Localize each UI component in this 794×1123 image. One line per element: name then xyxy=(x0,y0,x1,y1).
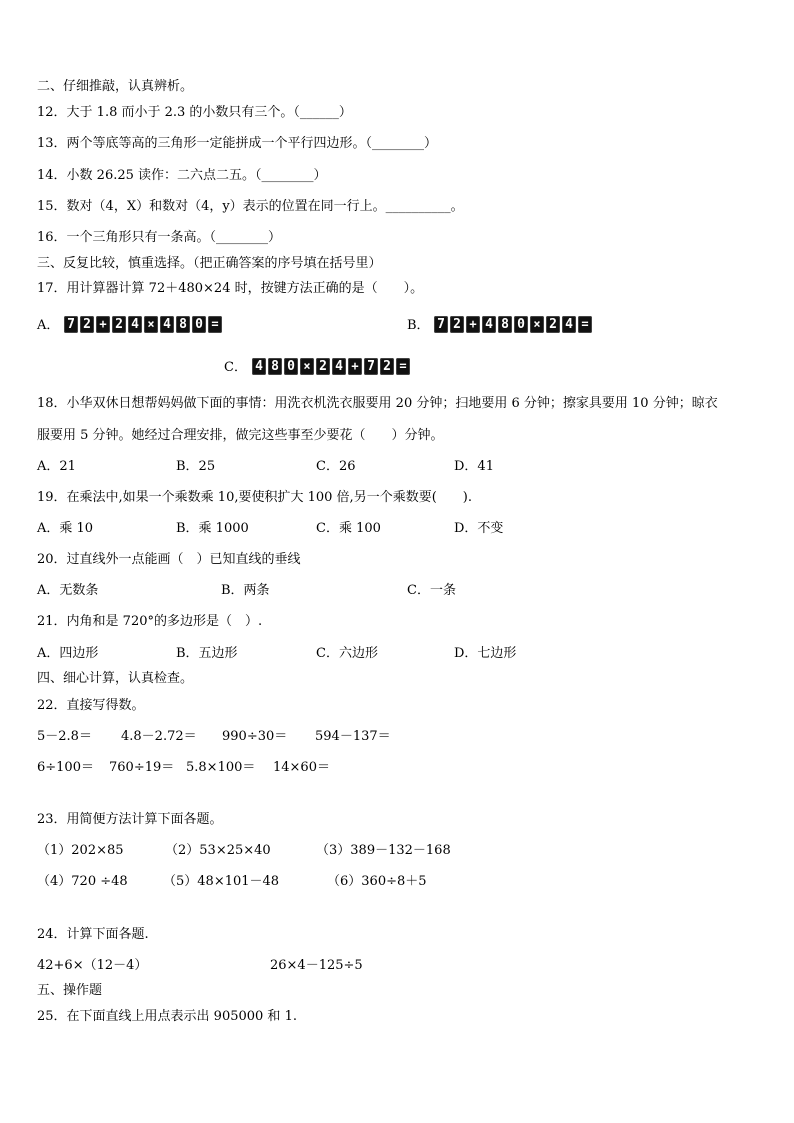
q23-item: （6）360÷8＋5 xyxy=(327,874,427,889)
q19-option-b: B．乘 1000 xyxy=(176,521,249,536)
calculator-key: 4 xyxy=(562,316,576,333)
calculator-key: 7 xyxy=(64,316,78,333)
q22-item: 760÷19＝ xyxy=(109,760,175,775)
q22-item: 6÷100＝ xyxy=(37,760,94,775)
q24-item: 42+6×（12－4） xyxy=(37,958,148,973)
calculator-key: + xyxy=(466,316,480,333)
question-13: 13．两个等底等高的三角形一定能拼成一个平行四边形。（________） xyxy=(37,136,438,151)
q23-item: （5）48×101－48 xyxy=(163,874,280,889)
calculator-key: = xyxy=(396,358,410,375)
q17-option-b-label: B． xyxy=(407,318,430,333)
calculator-key: 4 xyxy=(160,316,174,333)
q23-item: （3）389－132－168 xyxy=(316,843,451,858)
q17-option-c-label: C． xyxy=(224,360,247,375)
q20-option-b: B．两条 xyxy=(221,583,270,598)
q18-option-a: A．21 xyxy=(37,459,76,474)
q19-option-d: D．不变 xyxy=(454,521,504,536)
calculator-key: 8 xyxy=(268,358,282,375)
calculator-key: 0 xyxy=(192,316,206,333)
q22-item: 4.8－2.72＝ xyxy=(121,729,197,744)
calculator-key: 4 xyxy=(128,316,142,333)
q18-option-d: D．41 xyxy=(454,459,494,474)
question-22: 22．直接写得数。 xyxy=(37,698,145,713)
question-19: 19．在乘法中,如果一个乘数乘 10,要使积扩大 100 倍,另一个乘数要( ). xyxy=(37,490,472,505)
question-21: 21．内角和是 720°的多边形是（ ）. xyxy=(37,614,263,629)
calculator-key: 0 xyxy=(284,358,298,375)
calculator-key: 4 xyxy=(332,358,346,375)
q17-option-b-keys xyxy=(434,316,592,333)
q23-item: （4）720 ÷48 xyxy=(37,874,128,889)
section-4-heading: 四、细心计算，认真检查。 xyxy=(37,671,194,686)
q23-item: （2）53×25×40 xyxy=(165,843,271,858)
calculator-key: 2 xyxy=(380,358,394,375)
section-3-heading: 三、反复比较，慎重选择。（把正确答案的序号填在括号里） xyxy=(37,256,382,271)
question-18-line-1: 18．小华双休日想帮妈妈做下面的事情：用洗衣机洗衣服要用 20 分钟；扫地要用 6 分钟；擦家具要用 10 分钟；晾衣 xyxy=(37,396,718,411)
q19-option-c: C．乘 100 xyxy=(316,521,381,536)
calculator-key: + xyxy=(96,316,110,333)
question-23: 23．用简便方法计算下面各题。 xyxy=(37,812,223,827)
q21-option-c: C．六边形 xyxy=(316,646,378,661)
q23-item: （1）202×85 xyxy=(37,843,124,858)
calculator-key: 8 xyxy=(176,316,190,333)
calculator-key: 2 xyxy=(112,316,126,333)
q21-option-b: B．五边形 xyxy=(176,646,238,661)
calculator-key: = xyxy=(208,316,222,333)
q22-item: 14×60＝ xyxy=(273,760,330,775)
calculator-key: = xyxy=(578,316,592,333)
q22-item: 5－2.8＝ xyxy=(37,729,92,744)
calculator-key: + xyxy=(348,358,362,375)
calculator-key: 4 xyxy=(252,358,266,375)
q21-option-a: A．四边形 xyxy=(37,646,99,661)
section-5-heading: 五、操作题 xyxy=(37,983,103,998)
question-12: 12．大于 1.8 而小于 2.3 的小数只有三个。（______） xyxy=(37,105,352,120)
question-17: 17．用计算器计算 72＋480×24 时，按键方法正确的是（ ）。 xyxy=(37,281,424,296)
calculator-key: 2 xyxy=(80,316,94,333)
question-16: 16．一个三角形只有一条高。（________） xyxy=(37,230,282,245)
question-14: 14．小数 26.25 读作：二六点二五。（________） xyxy=(37,168,327,183)
q22-item: 990÷30＝ xyxy=(222,729,288,744)
q18-option-b: B．25 xyxy=(176,459,216,474)
calculator-key: 7 xyxy=(364,358,378,375)
section-2-heading: 二、仔细推敲，认真辨析。 xyxy=(37,79,194,94)
q19-option-a: A．乘 10 xyxy=(37,521,94,536)
question-20: 20．过直线外一点能画（ ）已知直线的垂线 xyxy=(37,552,301,567)
q17-option-c-keys xyxy=(252,358,410,375)
calculator-key: 0 xyxy=(514,316,528,333)
calculator-key: 4 xyxy=(482,316,496,333)
calculator-key: 2 xyxy=(546,316,560,333)
question-15: 15．数对（4，X）和数对（4，y）表示的位置在同一行上。__________。 xyxy=(37,199,464,214)
q18-option-c: C．26 xyxy=(316,459,356,474)
q20-option-c: C．一条 xyxy=(407,583,456,598)
q21-option-d: D．七边形 xyxy=(454,646,517,661)
question-18-line-2: 服要用 5 分钟。她经过合理安排，做完这些事至少要花（ ）分钟。 xyxy=(37,428,444,443)
q24-item: 26×4－125÷5 xyxy=(270,958,363,973)
question-24: 24．计算下面各题. xyxy=(37,927,149,942)
calculator-key: × xyxy=(300,358,314,375)
calculator-key: 7 xyxy=(434,316,448,333)
calculator-key: 2 xyxy=(450,316,464,333)
calculator-key: 2 xyxy=(316,358,330,375)
q17-option-a-keys xyxy=(64,316,222,333)
calculator-key: 8 xyxy=(498,316,512,333)
q17-option-a-label: A． xyxy=(37,318,60,333)
q22-item: 5.8×100＝ xyxy=(186,760,256,775)
calculator-key: × xyxy=(530,316,544,333)
question-25: 25．在下面直线上用点表示出 905000 和 1. xyxy=(37,1009,297,1024)
calculator-key: × xyxy=(144,316,158,333)
q20-option-a: A．无数条 xyxy=(37,583,99,598)
q22-item: 594－137＝ xyxy=(315,729,391,744)
